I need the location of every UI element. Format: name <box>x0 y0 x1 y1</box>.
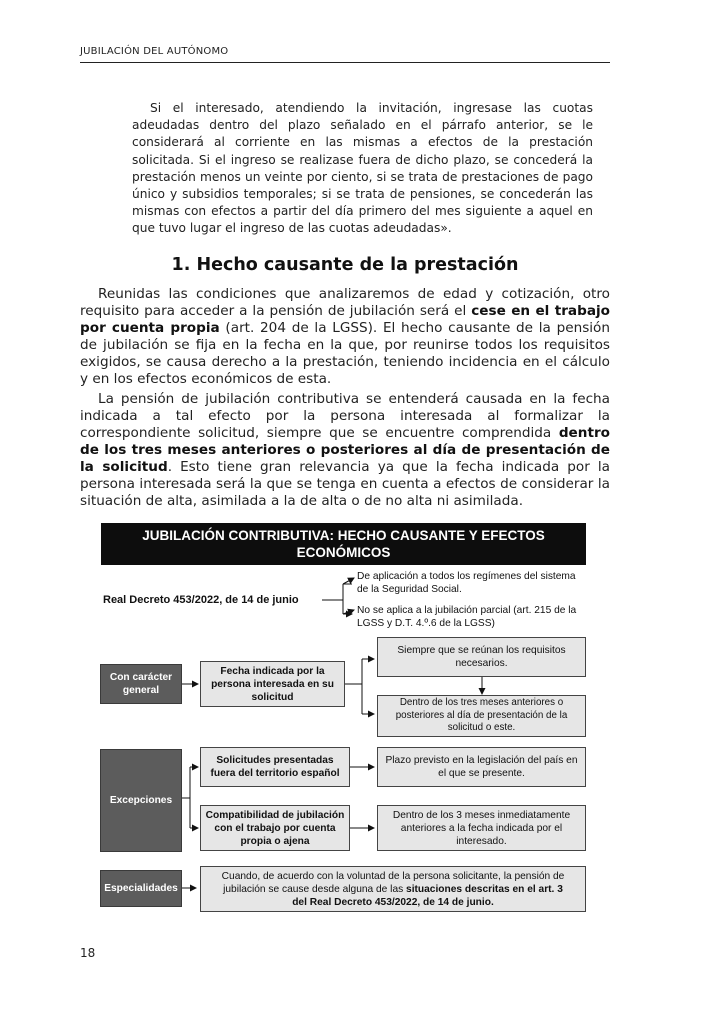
general-date-line3: solicitud <box>251 691 294 703</box>
exception-compatibility-result-box <box>377 805 586 851</box>
three-months-line1: Dentro de los tres meses anteriores o <box>399 697 564 709</box>
specialities-label: Especialidades <box>104 883 178 894</box>
three-months-line2: posteriores al día de presentación de la <box>395 709 568 721</box>
diagram-title <box>101 523 586 565</box>
exception-compatibility-box <box>200 805 350 851</box>
general-branch <box>345 659 362 714</box>
decree-note-excludes-line2: LGSS y D.T. 4.º.6 de la LGSS) <box>357 618 495 629</box>
exception-compatibility-result-line3: interesado. <box>456 835 507 847</box>
exception-compatibility-line3: propia o ajena <box>240 835 310 847</box>
three-months-line3: solicitud o este. <box>447 722 516 734</box>
general-label-line1: Con carácter <box>109 672 173 683</box>
decree-label: Real Decreto 453/2022, de 14 de junio <box>103 594 299 606</box>
specialities-line2-bold: situaciones descritas en el art. 3 <box>406 883 563 895</box>
decree-note-applies <box>357 570 592 596</box>
specialities-label-box <box>100 870 182 907</box>
quote-text: Si el interesado, atendiendo la invitación, ingresase las cuotas adeudadas dentro del plazo señalado en el párrafo anterior, se le considerará al corriente en las mismas a efectos de la prestación solicitada. Si el ingreso se realizase fuera de dicho plazo, se concederá la prestación menos un veinte por ciento, si se trata de prestaciones de pago único y subsidios temporales; si se trata de pensiones, se concederán las mismas con efectos a partir del día primero del mes siguiente a aquel en que tuvo lugar el ingreso de las cuotas adeudadas». <box>132 101 593 236</box>
paragraph-2-text-b: . Esto tiene gran relevancia ya que la fecha indicada por la persona interesada será la que se tenga en cuenta a efectos de considerar la situación de alta, asimilada a la de alta o de no alta ni asimilada. <box>80 459 610 509</box>
three-months-box <box>377 695 586 737</box>
exception-abroad-result-box <box>377 747 586 787</box>
exceptions-branch <box>182 767 190 828</box>
general-label-box <box>100 664 182 704</box>
exceptions-label: Excepciones <box>109 795 173 806</box>
exception-abroad-line1: Solicitudes presentadas <box>216 755 334 766</box>
exception-abroad-result-line1: Plazo previsto en la legislación del país en <box>385 755 578 766</box>
exception-abroad-box <box>200 747 350 787</box>
diagram-title-line2: ECONÓMICOS <box>296 545 391 560</box>
paragraph-1-text-b: (art. 204 de la LGSS). El hecho causante de la pensión de jubilación se fija en la fecha en la que, por reunirse todos los requisitos exigidos, se causa derecho a la prestación, teniendo incidencia en el cálculo y en los efectos económicos de esta. <box>80 320 610 387</box>
decree-note-excludes-line1: No se aplica a la jubilación parcial (art. 215 de la <box>357 605 577 616</box>
page-number: 18 <box>80 946 96 960</box>
exceptions-label-box <box>100 749 182 852</box>
paragraph-1-text-a: Reunidas las condiciones que analizaremos de edad y cotización, otro requisito para acceder a la pensión de jubilación será el <box>80 286 610 319</box>
specialities-line2 <box>222 883 565 896</box>
paragraph-2-text-a: La pensión de jubilación contributiva se entenderá causada en la fecha indicada a tal efecto por la persona interesada al formalizar la correspondiente solicitud, siempre que se encuentre comprendida <box>80 391 610 441</box>
exception-compatibility-line2: con el trabajo por cuenta <box>214 822 336 834</box>
decree-bracket <box>322 584 352 614</box>
diagram-title-line1: JUBILACIÓN CONTRIBUTIVA: HECHO CAUSANTE Y EFECTOS <box>142 528 545 543</box>
exception-abroad-result-line2: el que se presente. <box>438 768 525 779</box>
requirements-line2: necesarios. <box>455 658 508 669</box>
exception-compatibility-result-line1: Dentro de los 3 meses inmediatamente <box>392 809 571 821</box>
exception-abroad-line2: fuera del territorio español <box>210 768 340 779</box>
specialities-line1: Cuando, de acuerdo con la voluntad de la persona solicitante, la pensión de <box>221 870 565 882</box>
general-date-line1: Fecha indicada por la <box>220 665 325 677</box>
specialities-line2-text: jubilación se cause desde alguna de las <box>223 883 407 895</box>
specialities-line3-bold: del Real Decreto 453/2022, de 14 de junio. <box>292 896 494 908</box>
exception-compatibility-result-line2: anteriores a la fecha indicada por el <box>400 822 563 834</box>
specialities-box <box>200 866 586 912</box>
general-date-box <box>200 661 345 707</box>
section-title: 1. Hecho causante de la prestación <box>171 255 519 275</box>
decree-note-applies-line1: De aplicación a todos los regímenes del sistema <box>357 571 576 582</box>
requirements-line1: Siempre que se reúnan los requisitos <box>397 645 566 656</box>
running-header: JUBILACIÓN DEL AUTÓNOMO <box>80 46 610 63</box>
decree-note-excludes <box>357 604 597 630</box>
decree-note-applies-line2: de la Seguridad Social. <box>357 584 462 595</box>
exception-compatibility-line1: Compatibilidad de jubilación <box>205 809 345 821</box>
paragraph-1-bold: cese en el trabajo por cuenta propia <box>80 303 610 336</box>
general-date-line2: persona interesada en su <box>211 678 334 690</box>
general-label-line2: general <box>122 685 160 696</box>
paragraph-2-bold: dentro de los tres meses anteriores o posteriores al día de presentación de la solicitud <box>80 425 610 475</box>
requirements-box <box>377 637 586 677</box>
